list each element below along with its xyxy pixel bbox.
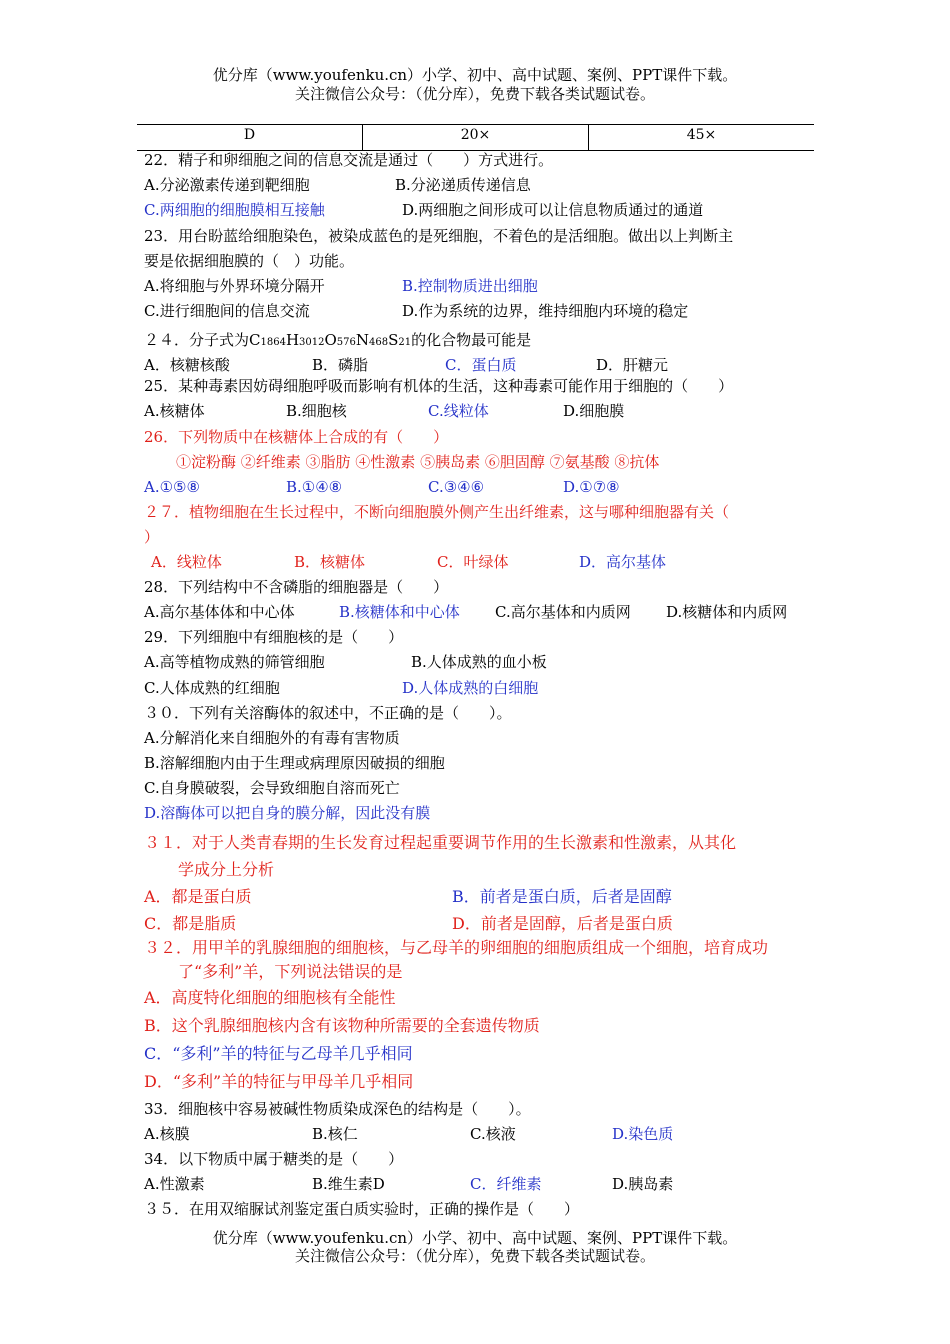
q23-option-a: A.将细胞与外界环境分隔开 bbox=[144, 277, 325, 295]
q24-subscript: 1864 bbox=[260, 337, 286, 348]
q32-option-a: A．高度特化细胞的细胞核有全能性 bbox=[144, 988, 396, 1007]
question-25-stem: 25．某种毒素因妨碍细胞呼吸而影响有机体的生活，这种毒素可能作用于细胞的（ ） bbox=[144, 377, 734, 395]
q23-option-b: B.控制物质进出细胞 bbox=[402, 277, 538, 295]
q28-option-b: B.核糖体和中心体 bbox=[339, 603, 460, 621]
q28-option-d: D.核糖体和内质网 bbox=[666, 603, 788, 621]
question-34-stem: 34．以下物质中属于糖类的是（ ） bbox=[144, 1150, 404, 1168]
q25-option-d: D.细胞膜 bbox=[563, 402, 625, 420]
question-29-stem: 29．下列细胞中有细胞核的是（ ） bbox=[144, 628, 404, 646]
q25-option-b: B.细胞核 bbox=[286, 402, 347, 420]
q22-option-b: B.分泌递质传递信息 bbox=[395, 176, 531, 194]
q23-option-d: D.作为系统的边界，维持细胞内环境的稳定 bbox=[402, 302, 689, 320]
q24-subscript: 576 bbox=[336, 337, 356, 348]
question-31-stem-1: ３１．对于人类青春期的生长发育过程起重要调节作用的生长激素和性激素，从其化 bbox=[144, 833, 737, 852]
q31-option-c: C．都是脂质 bbox=[144, 914, 237, 933]
question-22-stem: 22．精子和卵细胞之间的信息交流是通过（ ）方式进行。 bbox=[144, 151, 554, 169]
table-cell: 20× bbox=[363, 125, 589, 150]
question-27-stem-1: ２７．植物细胞在生长过程中，不断向细胞膜外侧产生出纤维素，这与哪种细胞器有关（ bbox=[144, 503, 730, 521]
question-28-stem: 28．下列结构中不含磷脂的细胞器是（ ） bbox=[144, 578, 449, 596]
q29-option-d: D.人体成熟的白细胞 bbox=[402, 679, 539, 697]
q22-option-c: C.两细胞的细胞膜相互接触 bbox=[144, 201, 325, 219]
q28-option-a: A.高尔基体体和中心体 bbox=[144, 603, 295, 621]
q25-option-a: A.核糖体 bbox=[144, 402, 205, 420]
q34-option-d: D.胰岛素 bbox=[612, 1175, 674, 1193]
q33-option-b: B.核仁 bbox=[312, 1125, 358, 1143]
question-26-stem: 26．下列物质中在核糖体上合成的有（ ） bbox=[144, 428, 449, 446]
q32-option-d: D．“多利”羊的特征与甲母羊几乎相同 bbox=[144, 1072, 414, 1091]
header-line-1: 优分库（www.youfenku.cn）小学、初中、高中试题、案例、PPT课件下载。 bbox=[212, 66, 738, 84]
q26-option-c: C.③④⑥ bbox=[428, 478, 485, 496]
q22-option-a: A.分泌激素传递到靶细胞 bbox=[144, 176, 310, 194]
q24-element: N bbox=[355, 331, 370, 349]
q26-items: ①淀粉酶 ②纤维素 ③脂肪 ④性激素 ⑤胰岛素 ⑥胆固醇 ⑦氨基酸 ⑧抗体 bbox=[176, 453, 660, 471]
q23-option-c: C.进行细胞间的信息交流 bbox=[144, 302, 310, 320]
q25-option-c: C.线粒体 bbox=[428, 402, 489, 420]
q33-option-d: D.染色质 bbox=[612, 1125, 674, 1143]
table-cell: 45× bbox=[686, 127, 717, 143]
q30-option-c: C.自身膜破裂，会导致细胞自溶而死亡 bbox=[144, 779, 400, 797]
question-32-stem-2: 了“多利”羊，下列说法错误的是 bbox=[178, 962, 403, 981]
q33-option-c: C.核液 bbox=[470, 1125, 516, 1143]
q31-option-a: A．都是蛋白质 bbox=[144, 887, 252, 906]
q24-option-b: B．磷脂 bbox=[312, 356, 369, 374]
question-23-stem-1: 23．用台盼蓝给细胞染色，被染成蓝色的是死细胞，不着色的是活细胞。做出以上判断主 bbox=[144, 227, 734, 245]
question-33-stem: 33．细胞核中容易被碱性物质染成深色的结构是（ ）。 bbox=[144, 1100, 531, 1118]
table-cell: D bbox=[137, 125, 363, 150]
q27-option-b: B．核糖体 bbox=[294, 553, 366, 571]
q31-option-d: D．前者是固醇，后者是蛋白质 bbox=[452, 914, 673, 933]
footer-line-1: 优分库（www.youfenku.cn）小学、初中、高中试题、案例、PPT课件下载。 bbox=[212, 1229, 738, 1247]
q27-option-a: A．线粒体 bbox=[151, 553, 222, 571]
question-24-stem bbox=[144, 329, 531, 354]
q30-option-d: D.溶酶体可以把自身的膜分解，因此没有膜 bbox=[144, 804, 431, 822]
q26-option-d: D.①⑦⑧ bbox=[563, 478, 620, 496]
q29-option-a: A.高等植物成熟的筛管细胞 bbox=[144, 653, 325, 671]
q31-option-b: B．前者是蛋白质，后者是固醇 bbox=[452, 887, 672, 906]
q29-option-c: C.人体成熟的红细胞 bbox=[144, 679, 280, 697]
q33-option-a: A.核膜 bbox=[144, 1125, 190, 1143]
q32-option-c: C．“多利”羊的特征与乙母羊几乎相同 bbox=[144, 1044, 413, 1063]
q24-option-a: A．核糖核酸 bbox=[144, 356, 230, 374]
q27-option-c: C．叶绿体 bbox=[437, 553, 509, 571]
q24-subscript: 468 bbox=[369, 337, 389, 348]
q27-option-d: D．高尔基体 bbox=[579, 553, 667, 571]
question-35-stem: ３５．在用双缩脲试剂鉴定蛋白质实验时，正确的操作是（ ） bbox=[144, 1200, 580, 1218]
q24-subscript: 21 bbox=[398, 337, 412, 348]
q24-element: S bbox=[388, 331, 399, 349]
q28-option-c: C.高尔基体和内质网 bbox=[495, 603, 631, 621]
q24-element: H bbox=[285, 331, 300, 349]
question-23-stem-2: 要是依据细胞膜的（ ）功能。 bbox=[144, 252, 355, 270]
q24-stem-suffix: 的化合物最可能是 bbox=[411, 331, 532, 349]
question-30-stem: ３０．下列有关溶酶体的叙述中，不正确的是（ ）。 bbox=[144, 704, 512, 722]
q24-stem-prefix: ２４．分子式为C bbox=[144, 331, 261, 349]
q34-option-c: C．纤维素 bbox=[470, 1175, 542, 1193]
q24-subscript: 3012 bbox=[299, 337, 325, 348]
q32-option-b: B．这个乳腺细胞核内含有该物种所需要的全套遗传物质 bbox=[144, 1016, 540, 1035]
q24-element: O bbox=[324, 331, 337, 349]
question-32-stem-1: ３２．用甲羊的乳腺细胞的细胞核，与乙母羊的卵细胞的细胞质组成一个细胞，培育成功 bbox=[144, 938, 769, 957]
q24-option-d: D．肝糖元 bbox=[596, 356, 669, 374]
answer-table-row bbox=[137, 124, 814, 151]
q30-option-b: B.溶解细胞内由于生理或病理原因破损的细胞 bbox=[144, 754, 445, 772]
q26-option-a: A.①⑤⑧ bbox=[144, 478, 200, 496]
question-31-stem-2: 学成分上分析 bbox=[178, 860, 275, 879]
header-line-2: 关注微信公众号：（优分库），免费下载各类试题试卷。 bbox=[294, 85, 655, 103]
q22-option-d: D.两细胞之间形成可以让信息物质通过的通道 bbox=[402, 201, 704, 219]
q26-option-b: B.①④⑧ bbox=[286, 478, 343, 496]
q29-option-b: B.人体成熟的血小板 bbox=[411, 653, 547, 671]
q34-option-a: A.性激素 bbox=[144, 1175, 205, 1193]
q34-option-b: B.维生素D bbox=[312, 1175, 385, 1193]
footer-line-2: 关注微信公众号：（优分库），免费下载各类试题试卷。 bbox=[294, 1247, 655, 1265]
q24-option-c: C．蛋白质 bbox=[445, 356, 517, 374]
q30-option-a: A.分解消化来自细胞外的有毒有害物质 bbox=[144, 729, 400, 747]
question-27-stem-2: ） bbox=[144, 528, 160, 546]
